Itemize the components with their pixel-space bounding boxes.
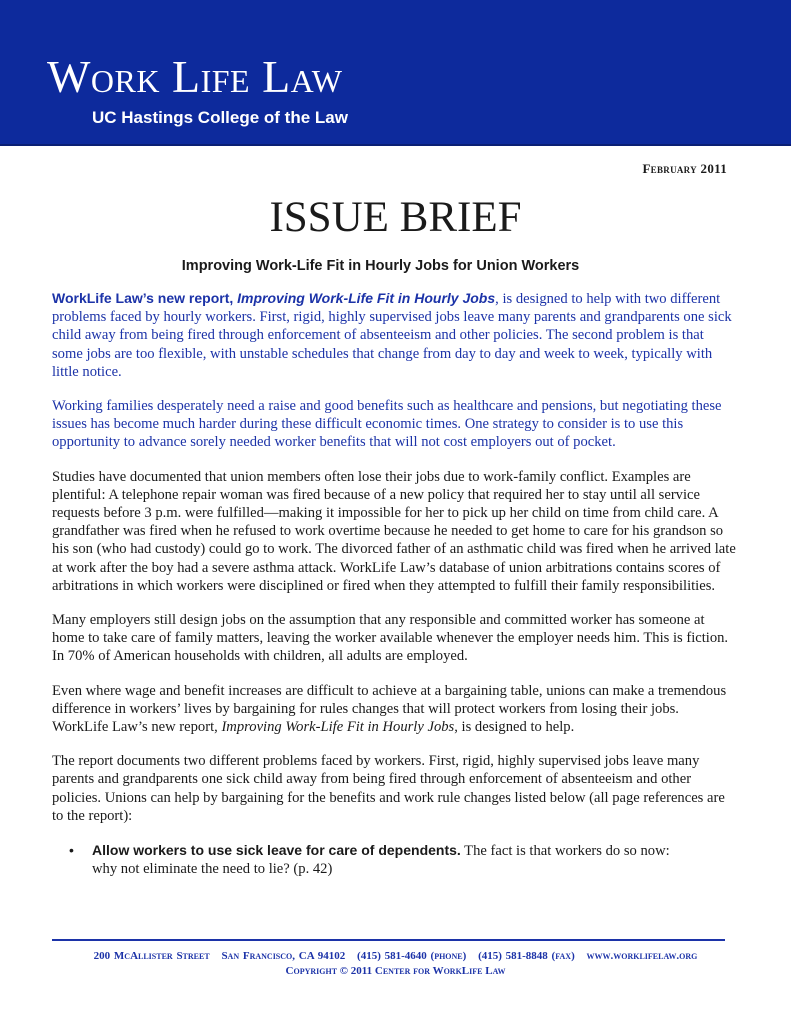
paragraph-5-text: Even where wage and benefit increases are difficult to achieve at a bargaining table, unions can make a tremendous difference in workers’ lives by bargaining for rules changes that will protect workers from losing their jobs. WorkLife Law’s new report, bbox=[52, 682, 727, 736]
footer-city: San Francisco, CA 94102 bbox=[221, 950, 346, 962]
footer-website-link[interactable]: www.worklifelaw.org bbox=[586, 950, 698, 962]
issue-date: February 2011 bbox=[642, 161, 727, 176]
paragraph-6: The report documents two different problems faced by workers. First, rigid, highly supervised jobs leave many parents and grandparents one sick child away from being fired through enforcement of absenteeism and other policies. Unions can help by bargaining for the benefits and work rule changes listed below (all page references are to the report): bbox=[52, 753, 725, 824]
org-name: Work Life Law bbox=[47, 51, 343, 102]
paragraph-5 bbox=[52, 682, 736, 737]
header-banner bbox=[0, 0, 791, 146]
bullet-heading: Allow workers to use sick leave for care of dependents. bbox=[92, 842, 461, 859]
intro-rest: , is designed to help with two different problems faced by hourly workers. First, rigid, highly supervised jobs leave many parents and grandparents one sick child away from being fired through enforcement of absenteeism and other policies. The second problem is that some jobs are too flexible, with unstable schedules that change from day to day and week to week, typically with little notice. bbox=[52, 291, 732, 380]
document-body bbox=[52, 289, 736, 878]
paragraph-4: Many employers still design jobs on the assumption that any responsible and committed worker has someone at home to take care of family matters, leaving the worker available whenever the employer needs him. This is fiction. In 70% of American households with children, all adults are employed. bbox=[52, 612, 729, 665]
intro-lead: WorkLife Law’s new report, bbox=[52, 290, 238, 306]
intro-report-title: Improving Work-Life Fit in Hourly Jobs bbox=[237, 290, 496, 306]
footer-fax: (415) 581-8848 (fax) bbox=[478, 950, 575, 962]
org-subtitle: UC Hastings College of the Law bbox=[92, 108, 348, 127]
paragraph-2: Working families desperately need a raise and good benefits such as healthcare and pensions, but negotiating these issues has become much harder during these difficult economic times. One strategy to consider is to use this opportunity to advance sorely needed worker benefits that will not cost employers out of pocket. bbox=[52, 398, 722, 451]
footer-address: 200 McAllister Street bbox=[93, 950, 210, 962]
footer-copyright: Copyright © 2011 Center for WorkLife Law bbox=[285, 965, 506, 977]
bullet-list bbox=[52, 841, 736, 878]
bullet-marker: • bbox=[69, 842, 74, 859]
footer-contact bbox=[0, 950, 791, 962]
bullet-text: The fact is that workers do so now: why not eliminate the need to lie? (p. 42) bbox=[92, 843, 670, 878]
page-title: ISSUE BRIEF bbox=[269, 194, 522, 241]
intro-paragraph bbox=[52, 289, 736, 381]
page-subtitle: Improving Work-Life Fit in Hourly Jobs for Union Workers bbox=[181, 258, 580, 274]
paragraph-5-report-title: Improving Work-Life Fit in Hourly Jobs bbox=[221, 719, 455, 736]
footer-phone: (415) 581-4640 (phone) bbox=[357, 950, 467, 962]
paragraph-3: Studies have documented that union members often lose their jobs due to work-family conflict. Examples are plentiful: A telephone repair woman was fired because of a new policy that required her to stay until all service requests before 3 p.m. were fulfilled—making it impossible for her to pick up her child on time from child care. A grandfather was fired when he refused to work overtime because he needed to get home to care for his grandson so his son (who had custody) could go to work. The divorced father of an asthmatic child was fired when he arrived late at work after the boy had a severe asthma attack. WorkLife Law’s database of union arbitrations contains scores of arbitrations in which workers were disciplined or fired when they attempted to fulfill their family responsibilities. bbox=[52, 468, 736, 594]
footer-divider bbox=[52, 939, 725, 941]
paragraph-5-end: , is designed to help. bbox=[454, 719, 575, 736]
list-item bbox=[52, 841, 736, 878]
